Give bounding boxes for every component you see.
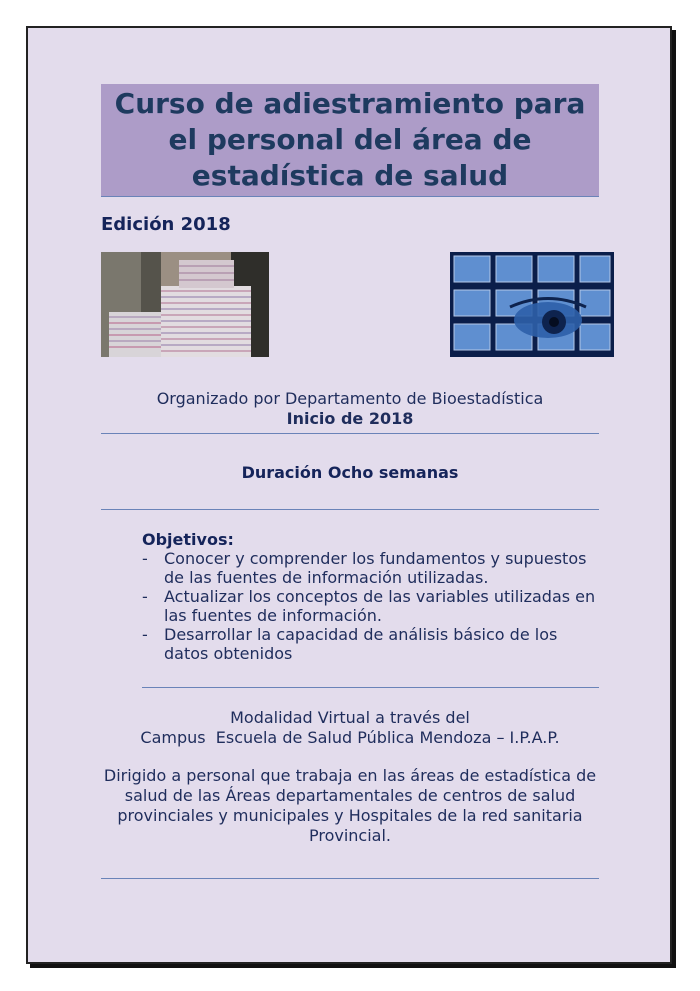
objectives-section	[142, 530, 602, 663]
divider-1	[101, 433, 599, 434]
objective-item	[142, 625, 602, 663]
objectives-heading: Objetivos:	[142, 530, 234, 549]
objective-item	[142, 587, 602, 625]
divider-2	[101, 509, 599, 510]
divider-4	[101, 878, 599, 879]
organizer-block	[101, 389, 599, 429]
list-dash: -	[142, 625, 148, 644]
list-dash: -	[142, 549, 148, 568]
objective-text: Conocer y comprender los fundamentos y supuestos de las fuentes de información utilizadas.	[164, 549, 587, 587]
list-dash: -	[142, 587, 148, 606]
modality-line-1: Modalidad Virtual a través del	[230, 708, 470, 727]
flyer-page	[26, 26, 672, 964]
divider-3	[142, 687, 599, 688]
objective-text: Actualizar los conceptos de las variables utilizadas en las fuentes de información.	[164, 587, 596, 625]
start-date: Inicio de 2018	[286, 409, 414, 428]
title-banner	[101, 84, 599, 197]
monitor-wall-image	[450, 252, 614, 357]
target-audience-text: Dirigido a personal que trabaja en las áreas de estadística de salud de las Áreas departamentales de centros de salud provinciales y municipales y Hospitales de la red sanitaria Provincial.	[103, 766, 597, 845]
edition-label: Edición 2018	[101, 214, 231, 235]
objective-item	[142, 549, 602, 587]
course-title: Curso de adiestramiento para el personal del área de estadística de salud	[114, 87, 586, 192]
paper-stack-illustration	[101, 252, 269, 357]
objective-text: Desarrollar la capacidad de análisis básico de los datos obtenidos	[164, 625, 558, 663]
paper-stack-image	[101, 252, 269, 357]
modality-line-2: Campus Escuela de Salud Pública Mendoza – I.P.A.P.	[140, 728, 560, 747]
duration-text: Duración Ocho semanas	[241, 463, 459, 482]
modality-block	[101, 708, 599, 748]
organizer-text: Organizado por Departamento de Bioestadística	[156, 389, 544, 408]
objectives-list	[142, 549, 602, 663]
monitor-wall-illustration	[450, 252, 614, 357]
